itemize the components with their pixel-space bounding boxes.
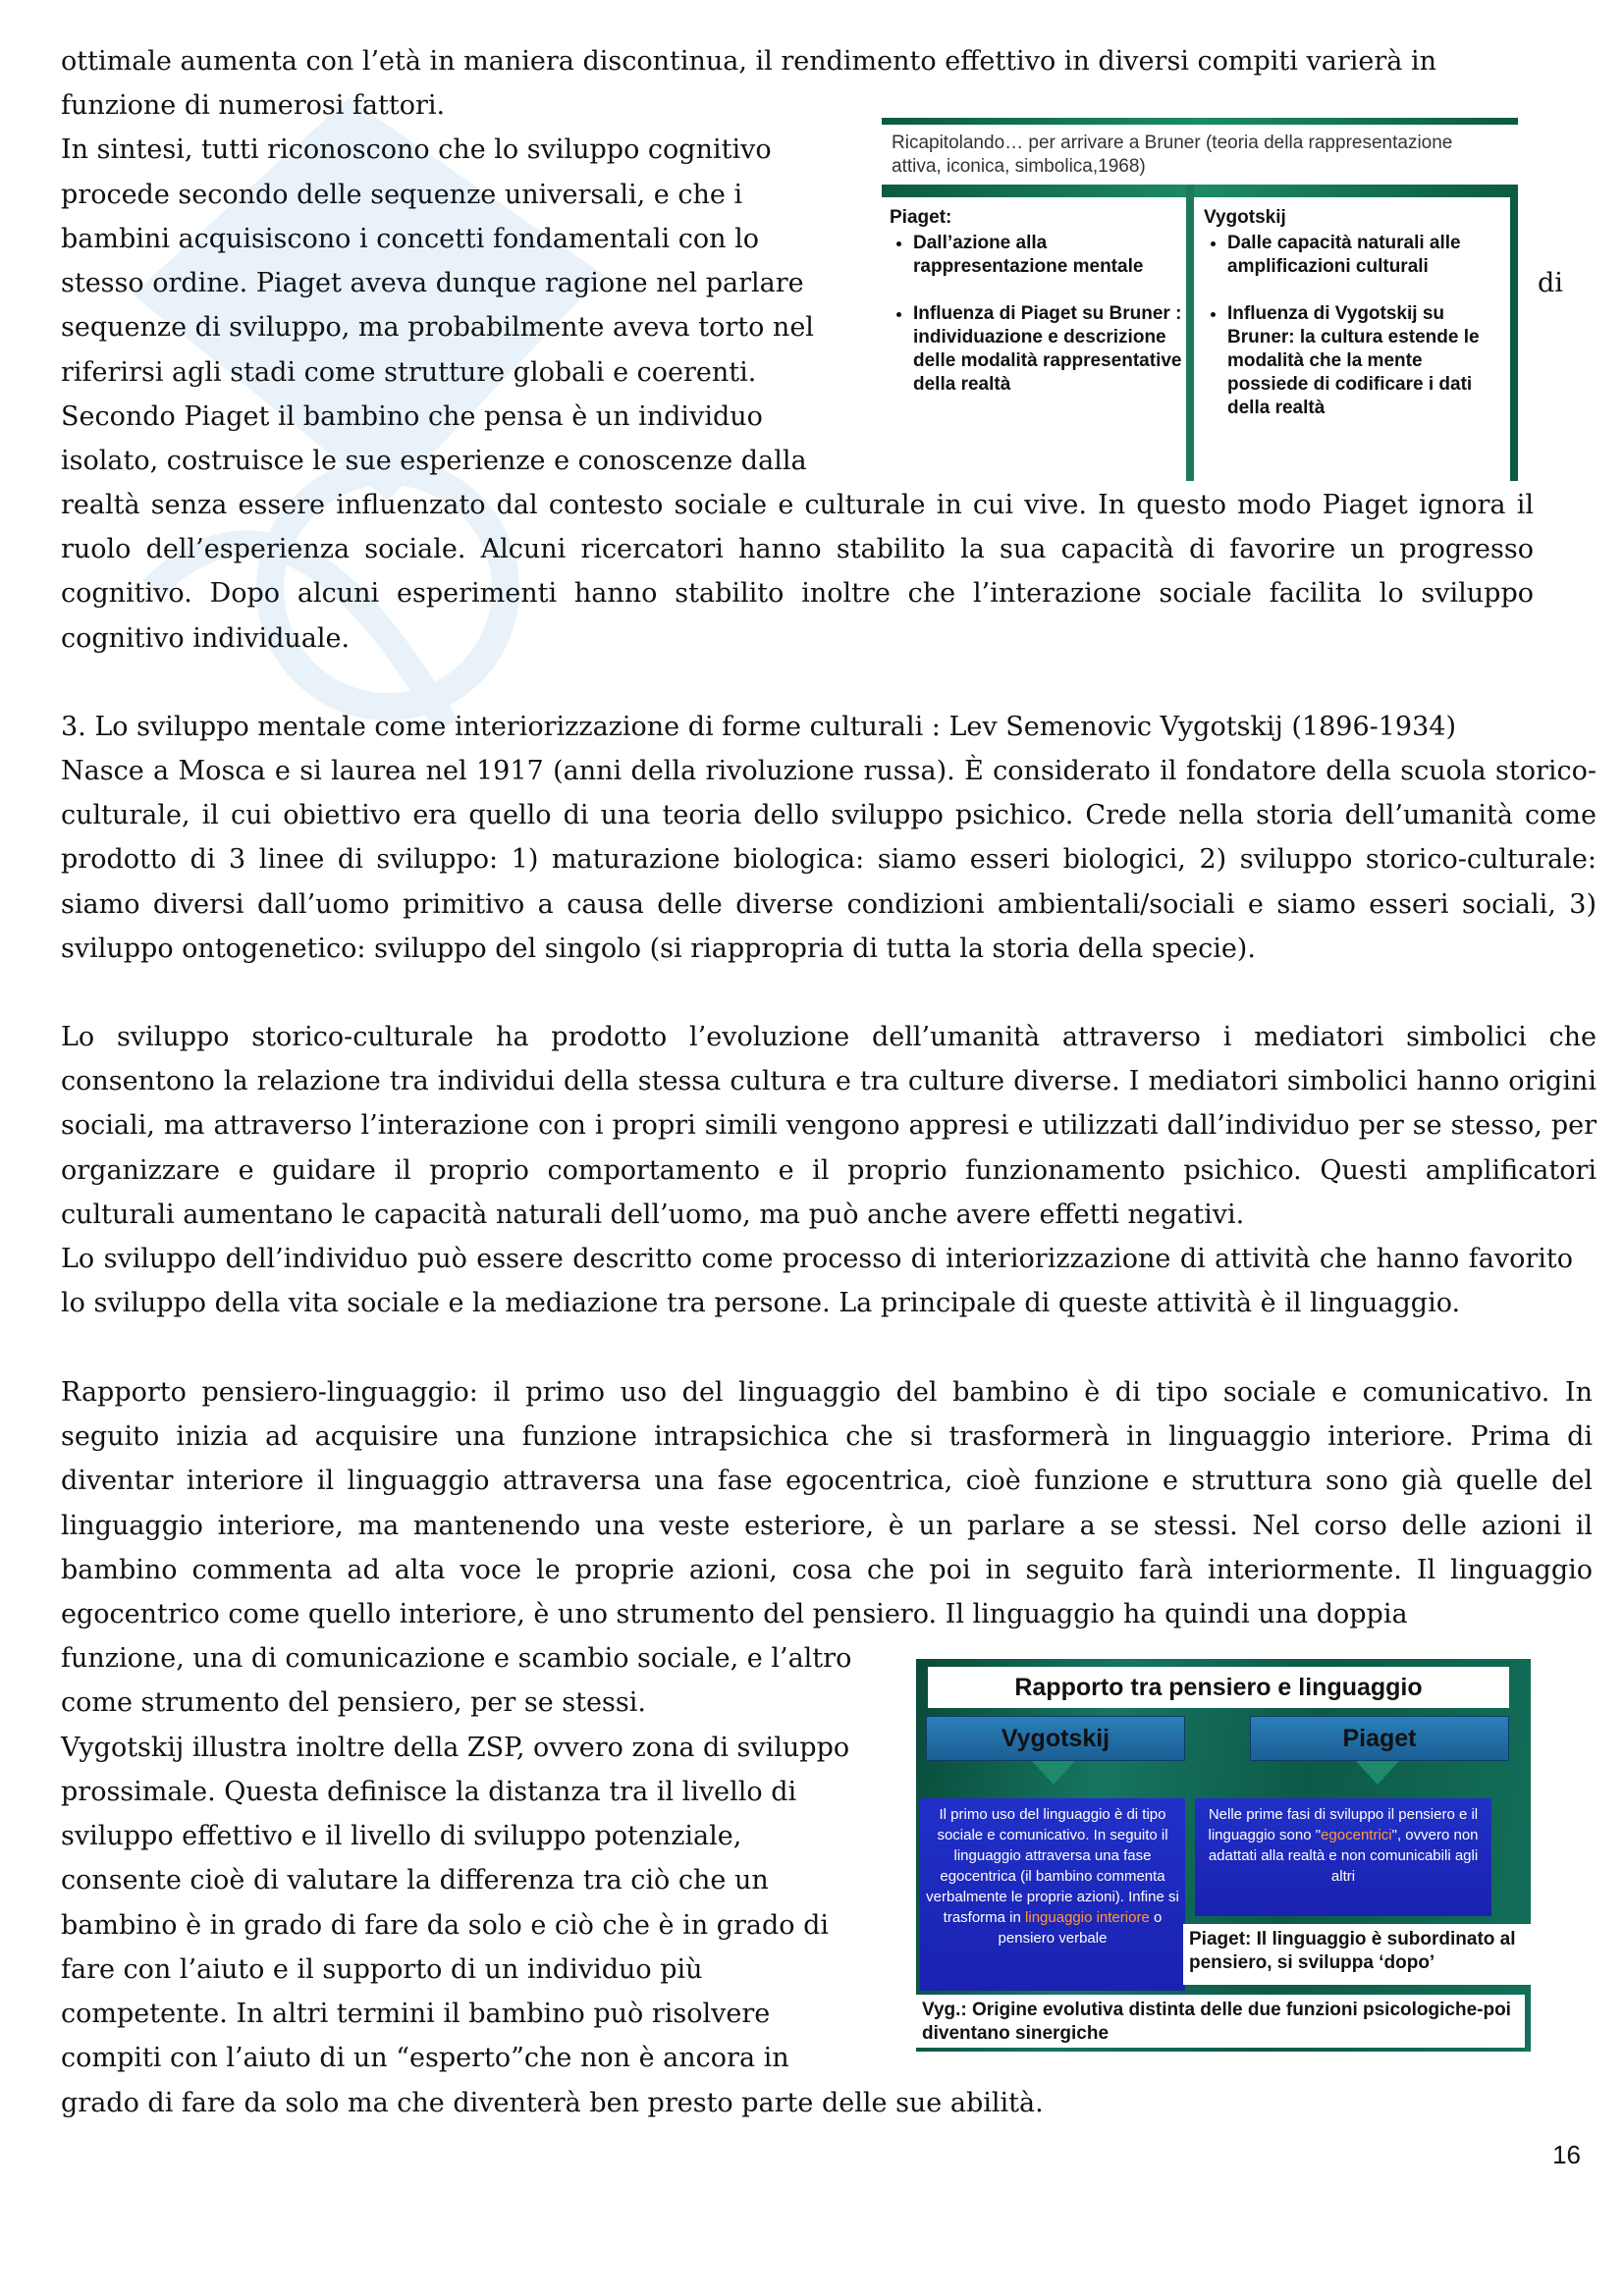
paragraph-line: sequenze di sviluppo, ma probabilmente aveva torto nel [61,312,814,343]
paragraph-line: Secondo Piaget il bambino che pensa è un individuo [61,401,763,432]
figure-divider [882,185,1518,197]
piaget-bullet: • Influenza di Piaget su Bruner : individuazione e descrizione delle modalità rappresentative della realtà [913,302,1184,397]
vygotskij-bullet: • Dalle capacità naturali alle amplificazioni culturali [1227,232,1504,279]
paragraph-line: compiti con l’aiuto di un “esperto”che non è ancora in [61,2043,789,2073]
paragraph: realtà senza essere influenzato dal contesto sociale e culturale in cui vive. In questo modo Piaget ignora il ruolo dell’esperienza sociale. Alcuni ricercatori hanno stabilito la sua capacità di favorire un progresso cognitivo. Dopo alcuni esperimenti hanno stabilito inoltre che l’interazione sociale facilita lo sviluppo cognitivo individuale. [61,490,1534,654]
piaget-column [890,206,1184,420]
paragraph-line: riferirsi agli stadi come strutture globali e coerenti. [61,357,757,388]
paragraph-line: prossimale. Questa definisce la distanza tra il livello di [61,1777,797,1807]
figure-edge [1510,185,1518,481]
piaget-box [1195,1798,1491,1916]
piaget-note: Piaget: Il linguaggio è subordinato al pensiero, si sviluppa ‘dopo’ [1183,1924,1531,1985]
paragraph-line: fare con l’aiuto e il supporto di un individuo più [61,1954,703,1985]
piaget-box-text: ", ovvero non adattati alla realtà e non comunicabili agli altri [1208,1827,1479,1885]
figure-header: Ricapitolando… per arrivare a Bruner (teoria della rappresentazione attiva, iconica, simbolica,1968) [892,133,1453,177]
figure-piaget-vygotskij-summary [882,118,1518,481]
paragraph-line: consente cioè di valutare la differenza tra ciò che un [61,1865,769,1896]
paragraph: Lo sviluppo dell’individuo può essere descritto come processo di interiorizzazione di attività che hanno favorito lo sviluppo della vita sociale e la mediazione tra persone. La principale di queste attività è il linguaggio. [61,1244,1573,1319]
figure-pensiero-linguaggio [916,1659,1531,2052]
highlight-text: linguaggio interiore [1025,1909,1150,1926]
paragraph-line: ottimale aumenta con l’età in maniera discontinua, il rendimento effettivo in diversi compiti varierà in [61,46,1436,77]
paragraph: Nasce a Mosca e si laurea nel 1917 (anni della rivoluzione russa). È considerato il fondatore della scuola storico-culturale, il cui obiettivo era quello di una teoria dello sviluppo psichico. Crede nella storia dell’umanità come prodotto di 3 linee di sviluppo: 1) maturazione biologica: siamo esseri biologici, 2) sviluppo storico-culturale: siamo diversi dall’uomo primitivo a causa delle diverse condizioni ambientali/sociali e siamo esseri sociali, 3) sviluppo ontogenetico: sviluppo del singolo (si riappropria di tutta la storia della specie). [61,756,1597,964]
paragraph-line: bambini acquisiscono i concetti fondamentali con lo [61,224,760,254]
paragraph-line: bambino è in grado di fare da solo e ciò che è in grado di [61,1910,830,1941]
paragraph-line: come strumento del pensiero, per se stessi. [61,1687,646,1718]
figure-bar [882,118,1518,125]
vygotskij-box-text: Il primo uso del linguaggio è di tipo sociale e comunicativo. In seguito il linguaggio attraversa una fase egocentrica (il bambino commenta verbalmente le proprie azioni). Infine si trasforma in [926,1806,1179,1926]
section-heading: 3. Lo sviluppo mentale come interiorizzazione di forme culturali : Lev Semenovic Vygotskij (1896-1934) [61,712,1456,742]
paragraph-line: sviluppo effettivo e il livello di sviluppo potenziale, [61,1821,742,1851]
vygotskij-box [920,1798,1185,1991]
piaget-box-text: Nelle prime fasi di sviluppo il pensiero e il linguaggio sono " [1208,1806,1479,1843]
paragraph-line: stesso ordine. Piaget aveva dunque ragione nel parlare [61,268,804,298]
down-arrow-icon [1032,1761,1075,1785]
piaget-bullet: • Dall’azione alla rappresentazione mentale [913,232,1184,279]
vygotskij-box-text: o pensiero verbale [998,1909,1163,1947]
vygotskij-column [1204,206,1504,444]
vygotskij-bullet: • Influenza di Vygotskij su Bruner: la cultura estende le modalità che la mente possiede di codificare i dati della realtà [1227,302,1504,420]
vygotskij-note: Vyg.: Origine evolutiva distinta delle due funzioni psicologiche-poi diventano sinergiche [916,1995,1525,2048]
figure-title: Rapporto tra pensiero e linguaggio [1014,1674,1423,1701]
paragraph-line: grado di fare da solo ma che diventerà ben presto parte delle sue abilità. [61,2088,1044,2118]
figure-column-divider [1186,185,1194,481]
vygotskij-title: Vygotskij [1204,207,1286,228]
vygotskij-header: Vygotskij [926,1716,1185,1761]
paragraph: Lo sviluppo storico-culturale ha prodotto l’evoluzione dell’umanità attraverso i mediatori simbolici che consentono la relazione tra individui della stessa cultura e tra culture diverse. I mediatori simbolici hanno origini sociali, ma attraverso l’interazione con i propri simili vengono appresi e utilizzati dall’individuo per se stesso, per organizzare e guidare il proprio comportamento e il proprio funzionamento psichico. Questi amplificatori culturali aumentano le capacità naturali dell’uomo, ma può anche avere effetti negativi. [61,1022,1597,1230]
paragraph-line: isolato, costruisce le sue esperienze e conoscenze dalla [61,446,807,476]
paragraph-line-end: di [1538,268,1563,298]
paragraph-line: funzione di numerosi fattori. [61,90,446,121]
paragraph-line: competente. In altri termini il bambino può risolvere [61,1999,771,2029]
paragraph-line: Vygotskij illustra inoltre della ZSP, ovvero zona di sviluppo [61,1733,850,1763]
page-number: 16 [1552,2140,1581,2169]
piaget-header: Piaget [1250,1716,1509,1761]
piaget-title: Piaget: [890,207,952,228]
paragraph-line: procede secondo delle sequenze universali, e che i [61,180,743,210]
paragraph-line: funzione, una di comunicazione e scambio sociale, e l’altro [61,1643,852,1674]
highlight-text: egocentrici [1321,1827,1392,1843]
paragraph-line: In sintesi, tutti riconoscono che lo sviluppo cognitivo [61,134,772,165]
down-arrow-icon [1356,1761,1399,1785]
paragraph: Rapporto pensiero-linguaggio: il primo uso del linguaggio del bambino è di tipo sociale e comunicativo. In seguito inizia ad acquisire una funzione intrapsichica che si trasformerà in linguaggio interiore. Prima di diventar interiore il linguaggio attraversa una fase egocentrica, cioè funzione e struttura sono già quelle del linguaggio interiore, ma mantenendo una veste esteriore, è un parlare a se stessi. Nel corso delle azioni il bambino commenta ad alta voce le proprie azioni, cosa che poi in seguito farà interiormente. Il linguaggio egocentrico come quello interiore, è uno strumento del pensiero. Il linguaggio ha quindi una doppia [61,1377,1593,1630]
